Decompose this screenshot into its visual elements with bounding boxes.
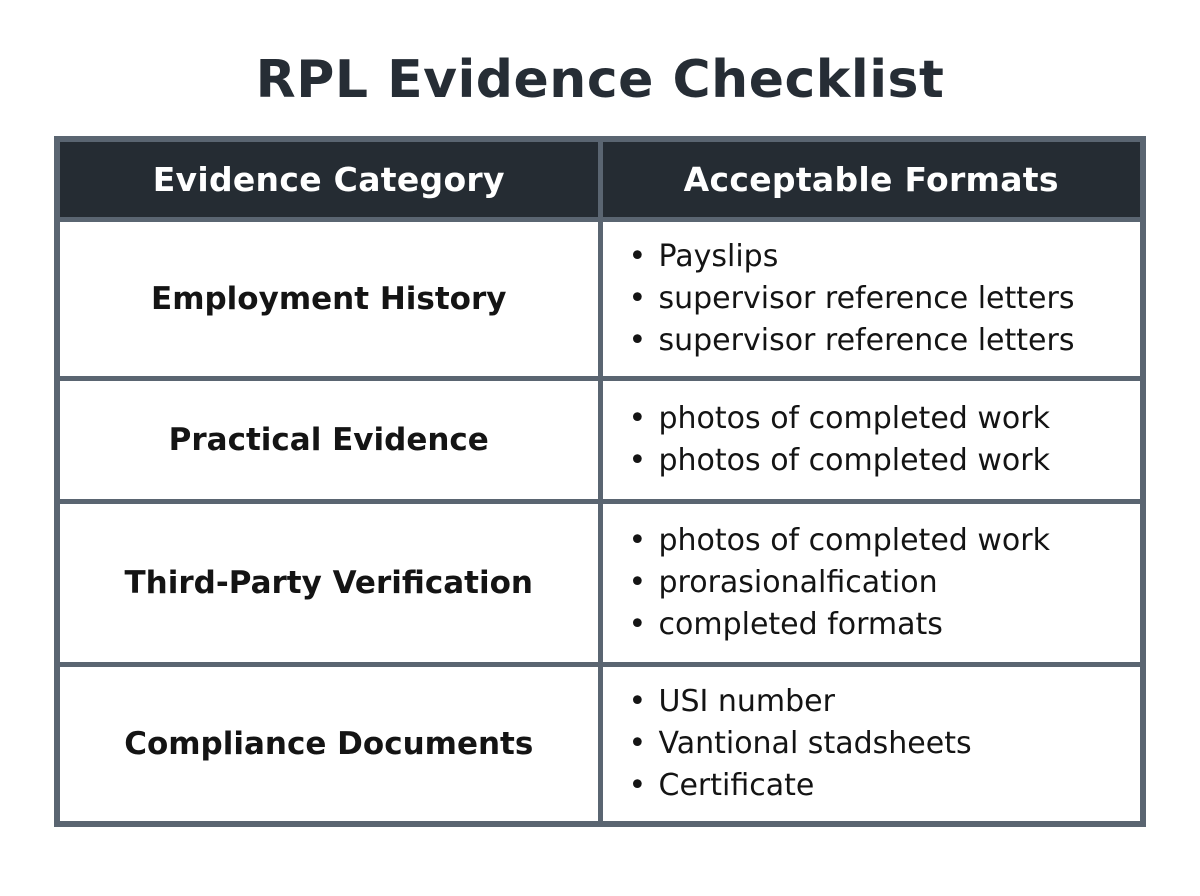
header-evidence-category: Evidence Category: [57, 139, 600, 220]
formats-list: [629, 520, 1141, 646]
bullet-icon: •: [628, 684, 647, 719]
table-row: [57, 502, 1143, 665]
list-item: [629, 236, 1141, 278]
bullet-icon: •: [628, 607, 647, 642]
list-item: [629, 604, 1141, 646]
formats-cell: [600, 379, 1143, 502]
header-acceptable-formats: Acceptable Formats: [600, 139, 1143, 220]
formats-list: [629, 398, 1141, 482]
format-text: Vantional stadsheets: [658, 726, 972, 761]
format-text: completed formats: [658, 607, 943, 642]
page-title: RPL Evidence Checklist: [255, 50, 945, 110]
list-item: [629, 320, 1141, 362]
bullet-icon: •: [628, 726, 647, 761]
format-text: supervisor reference letters: [658, 323, 1075, 358]
format-text: Payslips: [658, 239, 779, 274]
bullet-icon: •: [628, 401, 647, 436]
format-text: supervisor reference letters: [658, 281, 1075, 316]
formats-cell: [600, 502, 1143, 665]
evidence-checklist-table: [54, 136, 1146, 827]
formats-list: [629, 236, 1141, 362]
bullet-icon: •: [628, 565, 647, 600]
bullet-icon: •: [628, 281, 647, 316]
bullet-icon: •: [628, 323, 647, 358]
table-header-row: [57, 139, 1143, 220]
list-item: [629, 723, 1141, 765]
category-cell: Practical Evidence: [57, 379, 600, 502]
table-row: [57, 220, 1143, 379]
list-item: [629, 562, 1141, 604]
format-text: USI number: [658, 684, 835, 719]
table-row: [57, 379, 1143, 502]
list-item: [629, 520, 1141, 562]
format-text: photos of completed work: [658, 401, 1050, 436]
category-cell: Employment History: [57, 220, 600, 379]
format-text: photos of completed work: [658, 523, 1050, 558]
format-text: Certificate: [658, 768, 815, 803]
list-item: [629, 681, 1141, 723]
format-text: photos of completed work: [658, 443, 1050, 478]
list-item: [629, 398, 1141, 440]
bullet-icon: •: [628, 239, 647, 274]
bullet-icon: •: [628, 523, 647, 558]
format-text: prorasionalfication: [658, 565, 938, 600]
list-item: [629, 278, 1141, 320]
category-cell: Third-Party Verification: [57, 502, 600, 665]
bullet-icon: •: [628, 768, 647, 803]
list-item: [629, 440, 1141, 482]
category-cell: Compliance Documents: [57, 665, 600, 825]
bullet-icon: •: [628, 443, 647, 478]
table-row: [57, 665, 1143, 825]
formats-cell: [600, 220, 1143, 379]
list-item: [629, 765, 1141, 807]
formats-list: [629, 681, 1141, 807]
formats-cell: [600, 665, 1143, 825]
